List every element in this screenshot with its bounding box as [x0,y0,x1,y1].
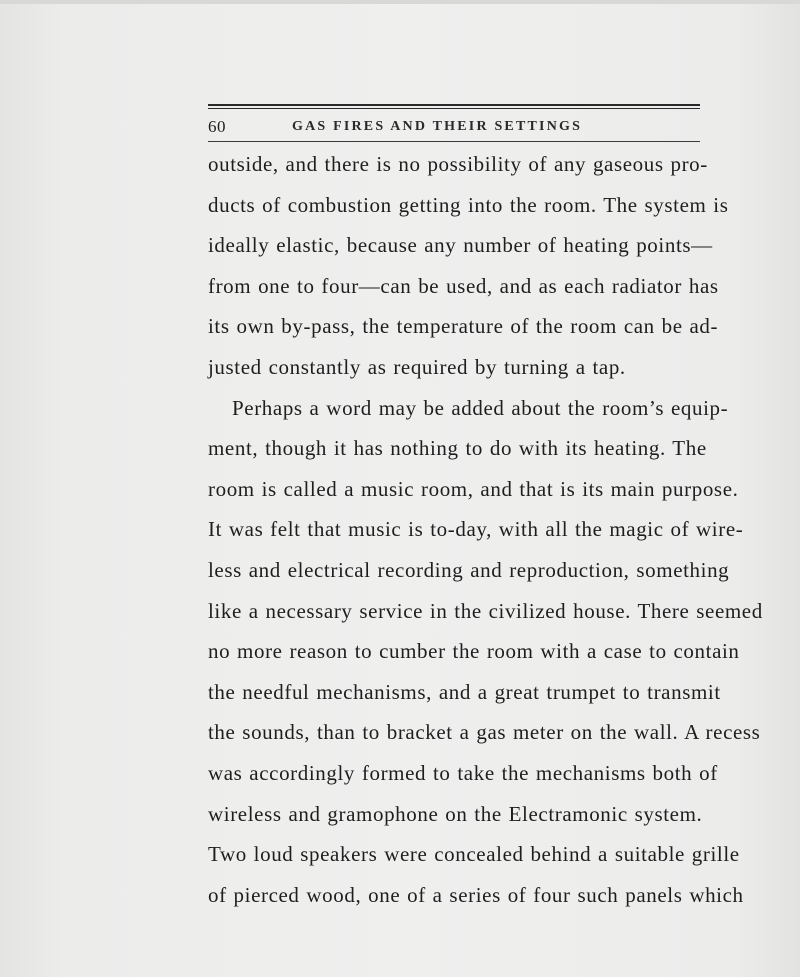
text-line: from one to four—can be used, and as each radiator has [208,273,719,298]
page-top-edge [0,0,800,4]
text-line: Two loud speakers were concealed behind a suitable grille [208,842,740,867]
text-line: It was felt that music is to-day, with all the magic of wire- [208,517,744,542]
header-rule-top [208,104,700,106]
running-title: GAS FIRES AND THEIR SETTINGS [292,119,583,134]
text-line: ment, though it has nothing to do with its heating. The [208,436,707,461]
text-line: no more reason to cumber the room with a case to contain [208,639,740,664]
running-head [208,104,700,144]
text-line: the sounds, than to bracket a gas meter on the wall. A recess [208,720,761,745]
text-line: less and electrical recording and reproduction, something [208,557,730,582]
header-rule-bottom [208,141,700,142]
header-rule-top-thin [208,108,700,109]
text-line: its own by-pass, the temperature of the room can be ad- [208,314,719,339]
text-line: outside, and there is no possibility of any gaseous pro- [208,152,708,176]
text-line: room is called a music room, and that is its main purpose. [208,476,739,501]
text-line: the needful mechanisms, and a great trumpet to transmit [208,679,721,704]
text-line-paragraph-end: justed constantly as required by turning a tap. [208,354,626,379]
text-line: was accordingly formed to take the mechanisms both of [208,760,718,785]
page-number: 60 [208,117,226,136]
text-line: ideally elastic, because any number of heating points— [208,233,713,258]
text-line: wireless and gramophone on the Electramonic system. [208,801,703,826]
text-line: of pierced wood, one of a series of four such panels which [208,882,744,907]
body-text [208,144,763,915]
text-line: like a necessary service in the civilized house. There seemed [208,598,763,623]
text-line-paragraph-start: Perhaps a word may be added about the room’s equip- [232,395,729,420]
text-line: ducts of combustion getting into the room. The system is [208,192,729,217]
